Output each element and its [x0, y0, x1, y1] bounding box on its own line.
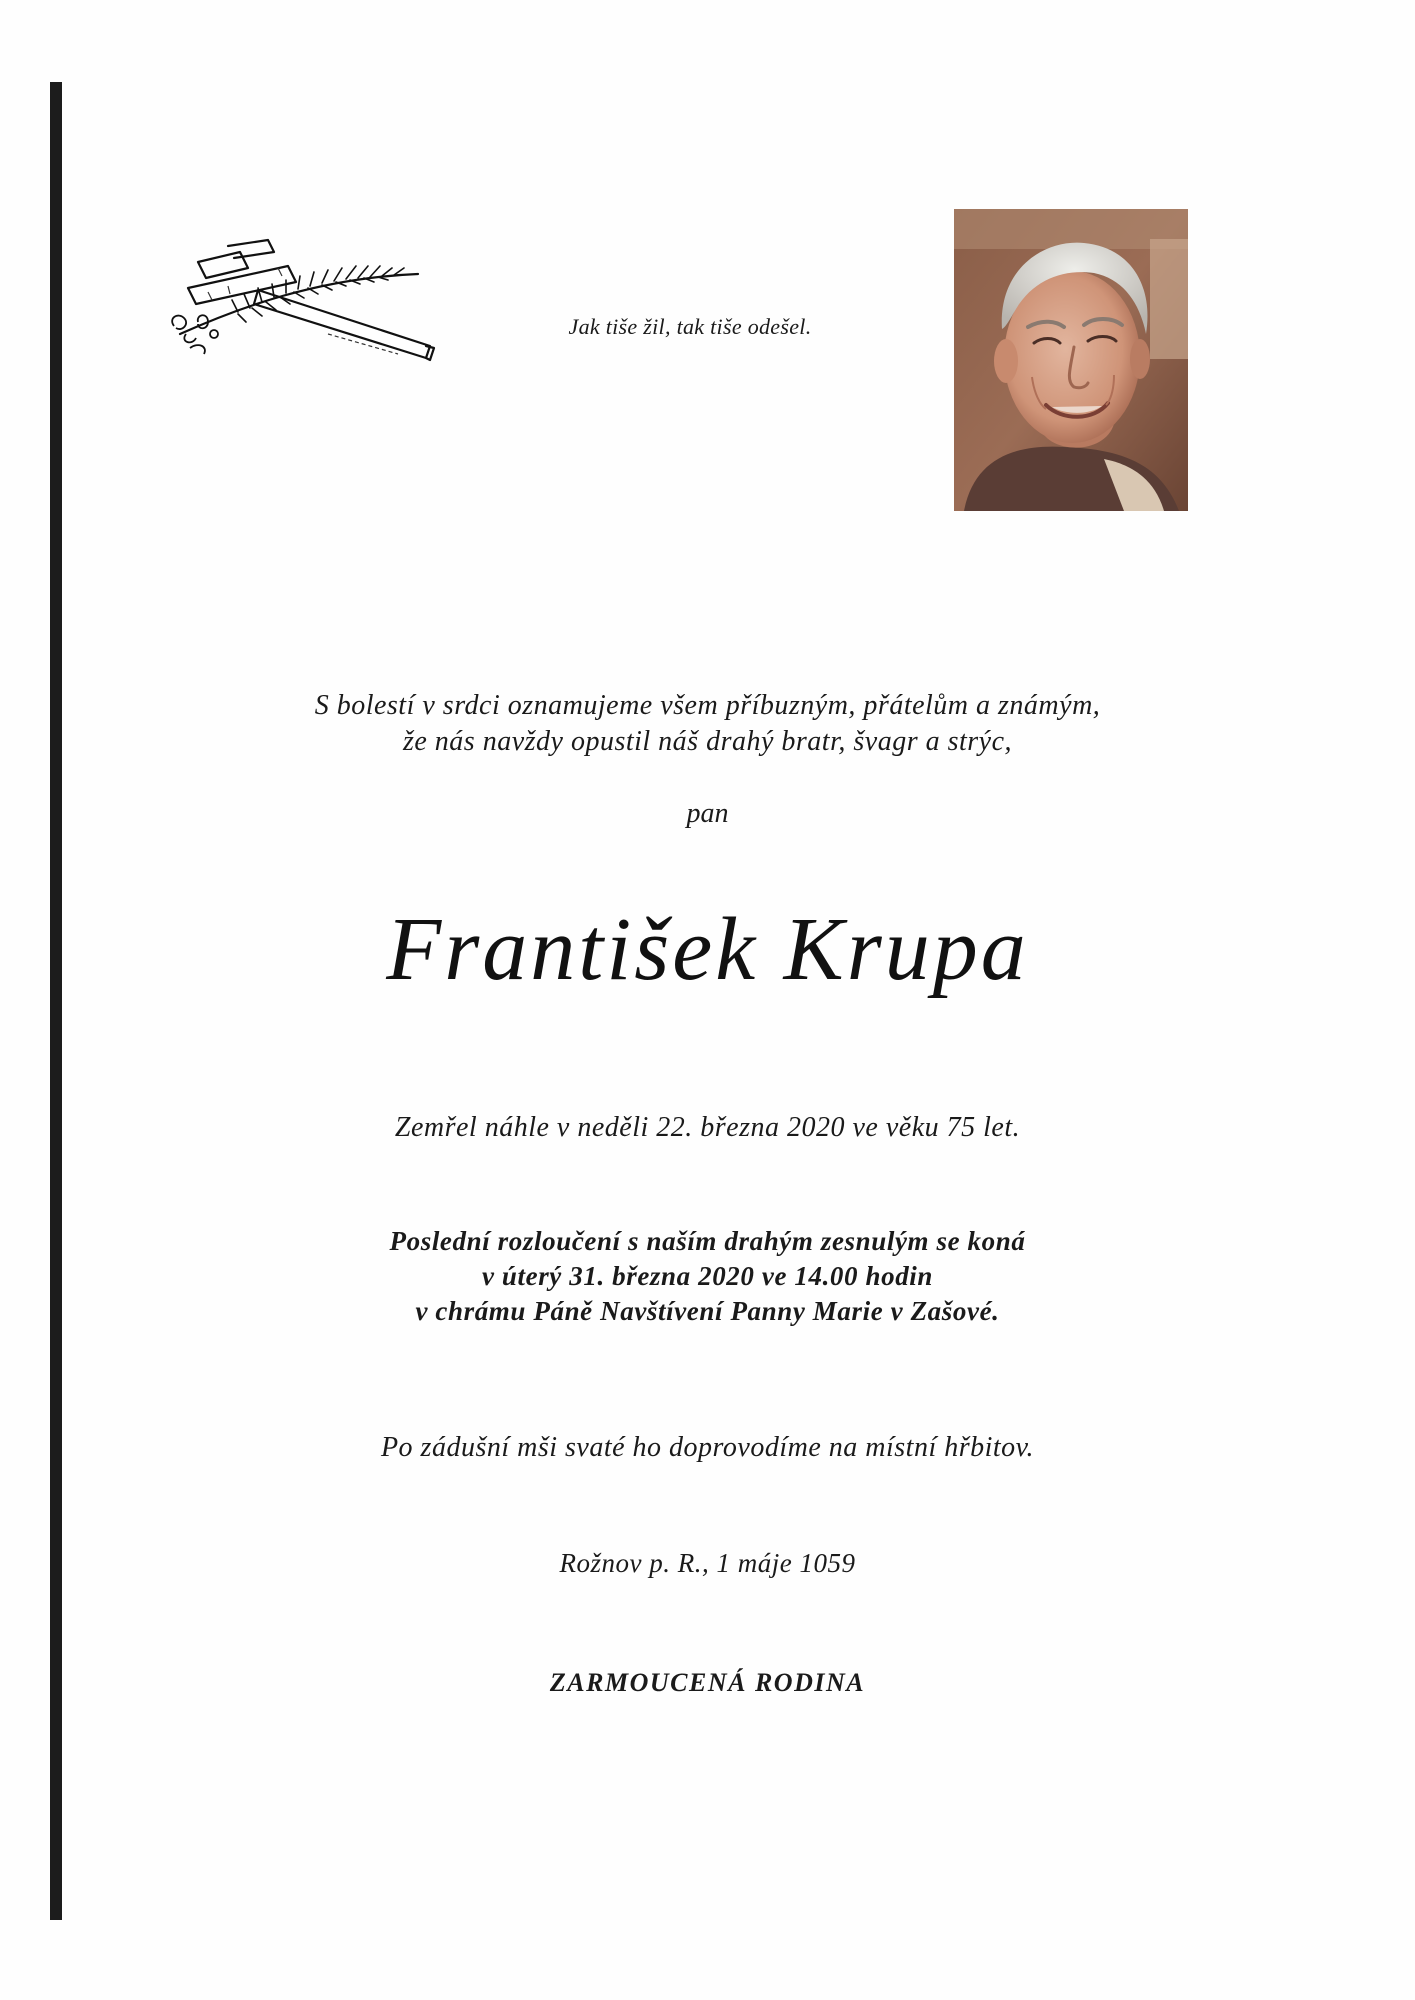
announcement-line-1: S bolestí v srdci oznamujeme všem příbuzným, přátelům a známým,: [314, 690, 1101, 721]
farewell-line-2: v úterý 31. března 2020 ve 14.00 hodin: [481, 1261, 934, 1292]
farewell-line-3: v chrámu Páně Navštívení Panny Marie v Zašové.: [415, 1296, 1000, 1327]
motto: Jak tiše žil, tak tiše odešel.: [568, 314, 812, 339]
family-signature: ZARMOUCENÁ RODINA: [549, 1668, 866, 1697]
portrait-photo: [954, 209, 1188, 511]
place-date: Rožnov p. R., 1 máje 1059: [559, 1548, 856, 1578]
announcement-line-2: že nás navždy opustil náš drahý bratr, švagr a strýc,: [402, 726, 1013, 758]
mourning-bar: [50, 82, 62, 1920]
deceased-name: František Krupa: [386, 900, 1029, 999]
farewell-details: [200, 1224, 1215, 1329]
farewell-line-1: Poslední rozloučení s naším drahým zesnulým se koná: [389, 1226, 1026, 1256]
cross-with-palm-icon: [168, 238, 458, 378]
death-notice: Zemřel náhle v neděli 22. března 2020 ve věku 75 let.: [394, 1112, 1021, 1143]
announcement: [200, 688, 1215, 761]
honorific-title: pan: [686, 798, 729, 829]
burial-note: Po zádušní mši svaté ho doprovodíme na místní hřbitov.: [380, 1432, 1035, 1463]
